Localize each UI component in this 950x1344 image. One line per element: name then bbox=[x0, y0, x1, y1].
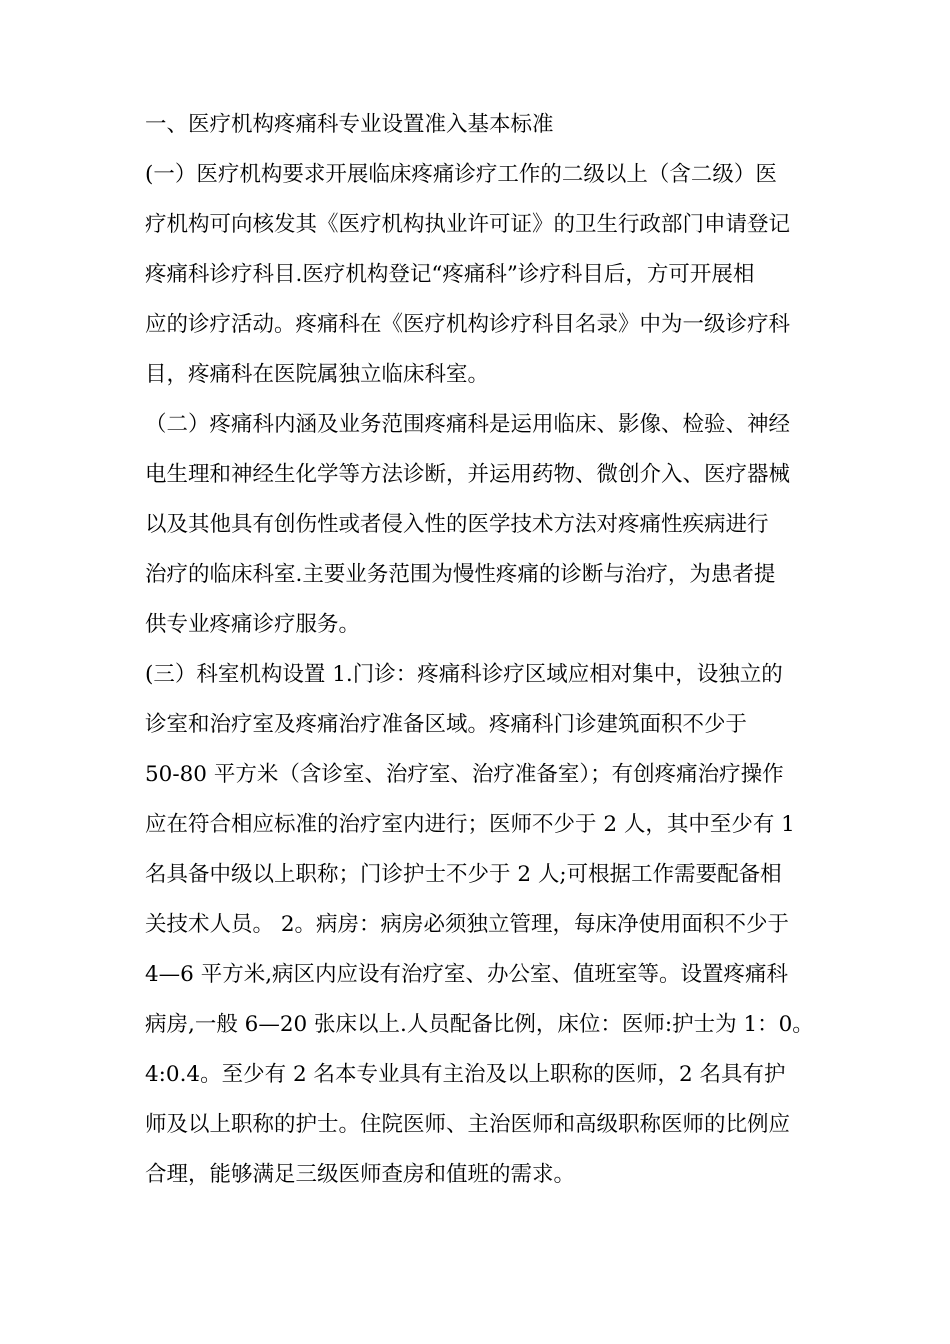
text-line: (一）医疗机构要求开展临床疼痛诊疗工作的二级以上（含二级）医 bbox=[145, 162, 777, 187]
text-line: 应的诊疗活动。疼痛科在《医疗机构诊疗科目名录》中为一级诊疗科 bbox=[145, 312, 791, 337]
text-line: 应在符合相应标准的治疗室内进行；医师不少于 2 人，其中至少有 1 bbox=[145, 812, 795, 837]
text-line: 名具备中级以上职称；门诊护士不少于 2 人;可根据工作需要配备相 bbox=[145, 862, 782, 887]
text-line: 4:0.4。至少有 2 名本专业具有主治及以上职称的医师，2 名具有护 bbox=[145, 1062, 786, 1087]
text-line: 50-80 平方米（含诊室、治疗室、治疗准备室）；有创疼痛治疗操作 bbox=[145, 762, 784, 787]
text-line: (三）科室机构设置 1.门诊：疼痛科诊疗区域应相对集中，设独立的 bbox=[145, 662, 783, 687]
text-line: 疼痛科诊疗科目.医疗机构登记“疼痛科”诊疗科目后，方可开展相 bbox=[145, 262, 755, 287]
text-line: 治疗的临床科室.主要业务范围为慢性疼痛的诊断与治疗，为患者提 bbox=[145, 562, 776, 587]
text-line: 电生理和神经生化学等方法诊断，并运用药物、微创介入、医疗器械 bbox=[145, 462, 791, 487]
text-line: 疗机构可向核发其《医疗机构执业许可证》的卫生行政部门申请登记 bbox=[145, 212, 791, 237]
text-line: 师及以上职称的护士。住院医师、主治医师和高级职称医师的比例应 bbox=[145, 1112, 791, 1137]
section-heading: 一、医疗机构疼痛科专业设置准入基本标准 bbox=[145, 112, 554, 137]
text-line: 以及其他具有创伤性或者侵入性的医学技术方法对疼痛性疾病进行 bbox=[145, 512, 769, 537]
text-line: 合理，能够满足三级医师查房和值班的需求。 bbox=[145, 1162, 576, 1187]
text-line: （二）疼痛科内涵及业务范围疼痛科是运用临床、影像、检验、神经 bbox=[145, 412, 791, 437]
text-line: 4—6 平方米,病区内应设有治疗室、办公室、值班室等。设置疼痛科 bbox=[145, 962, 789, 987]
text-line: 目，疼痛科在医院属独立临床科室。 bbox=[145, 362, 490, 387]
text-line: 诊室和治疗室及疼痛治疗准备区域。疼痛科门诊建筑面积不少于 bbox=[145, 712, 748, 737]
text-line: 供专业疼痛诊疗服务。 bbox=[145, 612, 361, 637]
text-line: 关技术人员。 2。病房：病房必须独立管理，每床净使用面积不少于 bbox=[145, 912, 790, 937]
text-line: 病房,一般 6—20 张床以上.人员配备比例，床位：医师:护士为 1：0。 bbox=[145, 1012, 814, 1037]
document-body bbox=[145, 100, 825, 1200]
